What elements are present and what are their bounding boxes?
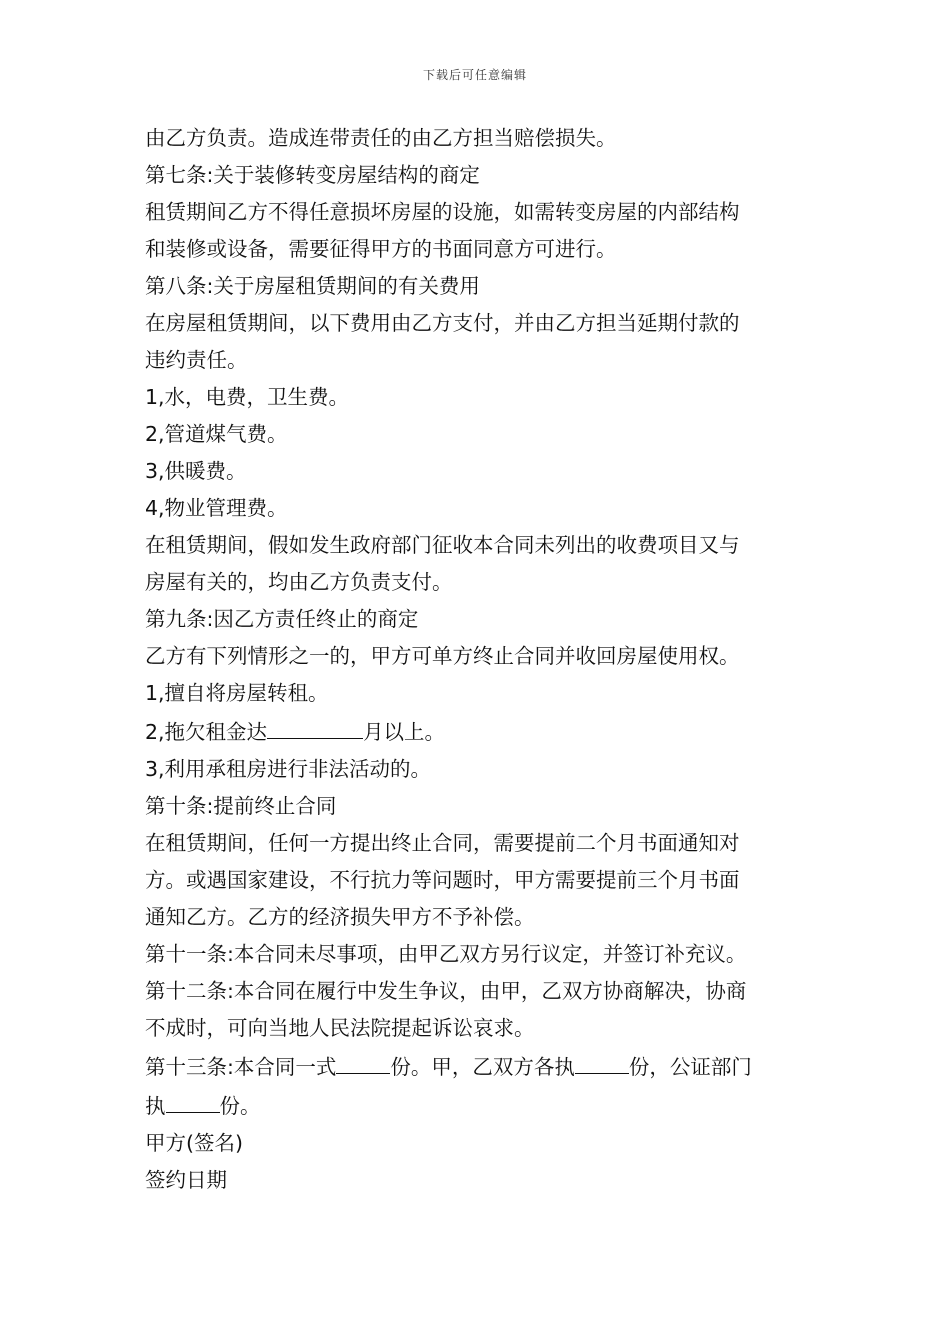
article-8-body-line-1: 在房屋租赁期间，以下费用由乙方支付，并由乙方担当延期付款的 [145, 311, 740, 335]
article-8-title: 第八条:关于房屋租赁期间的有关费用 [145, 274, 480, 298]
party-a-signature-label: 甲方(签名) [145, 1131, 243, 1155]
article-7-body-line-2: 和装修或设备，需要征得甲方的书面同意方可进行。 [145, 237, 617, 261]
header-note: 下载后可任意编辑 [422, 68, 527, 82]
article-11: 第十一条:本合同未尽事项，由甲乙双方另行议定，并签订补充议。 [145, 942, 747, 966]
article-9-item-3: 3,利用承租房进行非法活动的。 [145, 757, 432, 781]
blank-copies-notary-field[interactable] [166, 1086, 220, 1113]
article-13-line-2 [145, 1086, 807, 1125]
article-13-middle-1: 份。甲，乙双方各执 [390, 1055, 575, 1079]
article-10-body-line-3: 通知乙方。乙方的经济损失甲方不予补偿。 [145, 905, 535, 929]
article-9-item-2-suffix: 月以上。 [363, 720, 446, 744]
article-13-line-1 [145, 1047, 807, 1086]
article-8-body-line-2: 违约责任。 [145, 348, 248, 372]
article-10-body-line-1: 在租赁期间，任何一方提出终止合同，需要提前二个月书面通知对 [145, 831, 740, 855]
article-13-line-2-prefix: 执 [145, 1094, 166, 1118]
article-8-note-line-1: 在租赁期间，假如发生政府部门征收本合同未列出的收费项目又与 [145, 533, 740, 557]
article-9-item-1: 1,擅自将房屋转租。 [145, 681, 329, 705]
article-8-item-2: 2,管道煤气费。 [145, 422, 288, 446]
article-7-title: 第七条:关于装修转变房屋结构的商定 [145, 163, 480, 187]
article-8-item-4: 4,物业管理费。 [145, 496, 288, 520]
blank-copies-each-field[interactable] [575, 1047, 629, 1074]
signing-date-label: 签约日期 [145, 1168, 227, 1192]
article-13-middle-2: 份，公证部门 [628, 1055, 752, 1079]
article-13-line-2-suffix: 份。 [219, 1094, 261, 1118]
article-8-item-1: 1,水，电费，卫生费。 [145, 385, 350, 409]
article-10-title: 第十条:提前终止合同 [145, 794, 337, 818]
article-7-body-line-1: 租赁期间乙方不得任意损坏房屋的设施，如需转变房屋的内部结构 [145, 200, 740, 224]
article-9-body: 乙方有下列情形之一的，甲方可单方终止合同并收回房屋使用权。 [145, 644, 740, 668]
article-10-body-line-2: 方。或遇国家建设，不行抗力等问题时，甲方需要提前三个月书面 [145, 868, 740, 892]
blank-months-field[interactable] [267, 712, 363, 739]
blank-copies-total-field[interactable] [336, 1047, 390, 1074]
document-body [145, 120, 807, 1199]
article-13-prefix: 第十三条:本合同一式 [145, 1055, 337, 1079]
article-8-note-line-2: 房屋有关的，均由乙方负责支付。 [145, 570, 453, 594]
article-9-item-2-prefix: 2,拖欠租金达 [145, 720, 268, 744]
article-9-title: 第九条:因乙方责任终止的商定 [145, 607, 419, 631]
paragraph-continuation: 由乙方负责。造成连带责任的由乙方担当赔偿损失。 [145, 126, 617, 150]
article-12-line-1: 第十二条:本合同在履行中发生争议，由甲，乙双方协商解决，协商 [145, 979, 747, 1003]
article-8-item-3: 3,供暖费。 [145, 459, 247, 483]
article-12-line-2: 不成时，可向当地人民法院提起诉讼哀求。 [145, 1016, 535, 1040]
article-9-item-2 [145, 712, 807, 751]
